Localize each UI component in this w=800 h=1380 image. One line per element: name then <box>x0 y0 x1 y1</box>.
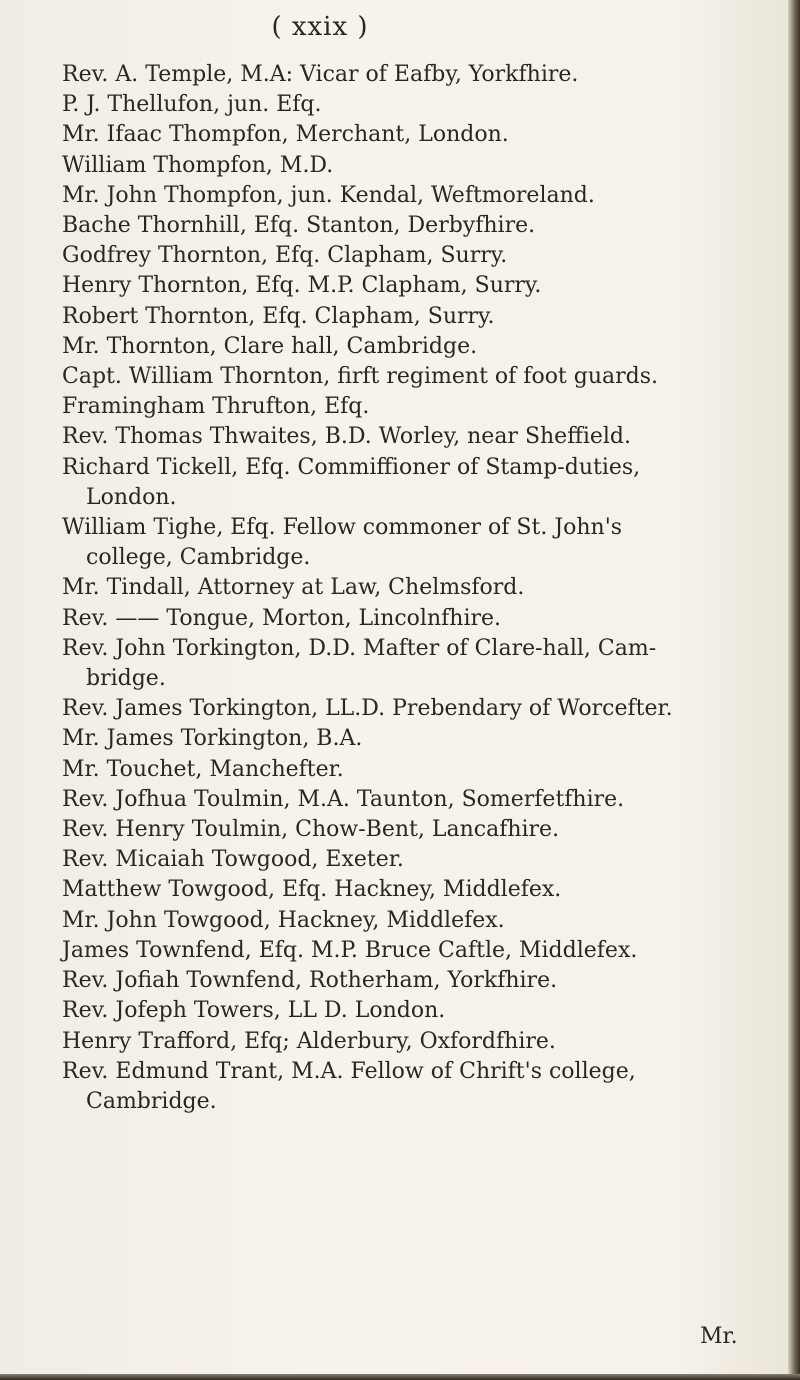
entry-line: Capt. William Thornton, firft regiment of foot guards. <box>62 364 659 390</box>
entry-line: Mr. Tindall, Attorney at Law, Chelmsford. <box>62 575 525 601</box>
page-edge-shadow <box>788 0 800 1380</box>
subscriber-entry <box>62 694 762 724</box>
entry-continuation: bridge. <box>86 666 166 692</box>
entry-line: Richard Tickell, Efq. Commiffioner of Stamp-duties, <box>62 454 641 480</box>
subscriber-entry <box>62 906 762 936</box>
subscriber-entry <box>62 453 762 513</box>
entry-line: William Tighe, Efq. Fellow commoner of St. John's <box>62 515 623 541</box>
subscriber-entry <box>62 936 762 966</box>
entry-line: Mr. Touchet, Manchefter. <box>62 756 344 782</box>
subscriber-entry <box>62 966 762 996</box>
entry-line: Robert Thornton, Efq. Clapham, Surry. <box>62 303 495 329</box>
subscriber-entry <box>62 241 762 271</box>
entry-line: Rev. —— Tongue, Morton, Lincolnfhire. <box>62 605 502 631</box>
entry-line: Rev. James Torkington, LL.D. Prebendary of Worcefter. <box>62 696 673 722</box>
subscriber-entry <box>62 875 762 905</box>
subscriber-entry <box>62 181 762 211</box>
entry-line: Rev. Jofeph Towers, LL D. London. <box>62 998 446 1024</box>
subscriber-entry <box>62 573 762 603</box>
entry-line: P. J. Thellufon, jun. Efq. <box>62 92 322 118</box>
page-number: ( xxix ) <box>271 12 369 42</box>
entry-continuation: college, Cambridge. <box>86 545 311 571</box>
entry-line: Henry Trafford, Efq; Alderbury, Oxfordfhire. <box>62 1028 556 1054</box>
subscriber-entry <box>62 996 762 1026</box>
entry-continuation: Cambridge. <box>86 1088 217 1114</box>
entry-continuation: London. <box>86 484 177 510</box>
entry-line: Mr. Ifaac Thompfon, Merchant, London. <box>62 122 509 148</box>
subscriber-entry <box>62 634 762 694</box>
entry-line: Godfrey Thornton, Efq. Clapham, Surry. <box>62 243 508 269</box>
subscriber-entry <box>62 60 762 90</box>
subscriber-entry <box>62 845 762 875</box>
subscriber-entry <box>62 120 762 150</box>
subscriber-entry <box>62 1027 762 1057</box>
entry-line: Rev. John Torkington, D.D. Mafter of Clare-hall, Cam- <box>62 635 657 661</box>
entry-line: Mr. James Torkington, B.A. <box>62 726 363 752</box>
entry-line: Rev. Edmund Trant, M.A. Fellow of Chrift's college, <box>62 1058 636 1084</box>
entry-line: Mr. John Thompfon, jun. Kendal, Weftmoreland. <box>62 182 595 208</box>
subscriber-entry <box>62 815 762 845</box>
entry-line: Matthew Towgood, Efq. Hackney, Middlefex. <box>62 877 562 903</box>
entry-line: Henry Thornton, Efq. M.P. Clapham, Surry. <box>62 273 542 299</box>
entry-line: Mr. John Towgood, Hackney, Middlefex. <box>62 907 505 933</box>
entry-line: William Thompfon, M.D. <box>62 152 334 178</box>
subscriber-entry <box>62 724 762 754</box>
subscriber-entry <box>62 151 762 181</box>
subscriber-entry <box>62 362 762 392</box>
subscriber-entry <box>62 332 762 362</box>
entry-line: Rev. Jofhua Toulmin, M.A. Taunton, Somerfetfhire. <box>62 786 625 812</box>
entry-line: Rev. Henry Toulmin, Chow-Bent, Lancafhire. <box>62 817 560 843</box>
subscriber-entry <box>62 513 762 573</box>
subscriber-entry <box>62 785 762 815</box>
entry-line: Bache Thornhill, Efq. Stanton, Derbyfhire. <box>62 213 536 239</box>
subscriber-entry <box>62 302 762 332</box>
catchword: Mr. <box>700 1324 738 1349</box>
subscriber-entry <box>62 604 762 634</box>
subscriber-entry <box>62 90 762 120</box>
subscriber-entry <box>62 211 762 241</box>
entry-line: Rev. Jofiah Townfend, Rotherham, Yorkfhire. <box>62 968 558 994</box>
subscriber-entry <box>62 392 762 422</box>
bottom-edge <box>0 1374 800 1380</box>
entry-line: Rev. Thomas Thwaites, B.D. Worley, near Sheffield. <box>62 424 632 450</box>
subscriber-entry <box>62 1057 762 1117</box>
entry-line: Rev. A. Temple, M.A: Vicar of Eafby, Yorkfhire. <box>62 62 579 87</box>
subscriber-entry <box>62 755 762 785</box>
subscriber-entry <box>62 422 762 452</box>
entry-line: Rev. Micaiah Towgood, Exeter. <box>62 847 404 873</box>
entry-line: Framingham Thrufton, Efq. <box>62 394 370 420</box>
entry-line: James Townfend, Efq. M.P. Bruce Caftle, Middlefex. <box>62 937 638 963</box>
entry-line: Mr. Thornton, Clare hall, Cambridge. <box>62 333 478 359</box>
subscriber-entry <box>62 271 762 301</box>
subscriber-list <box>62 60 762 1117</box>
